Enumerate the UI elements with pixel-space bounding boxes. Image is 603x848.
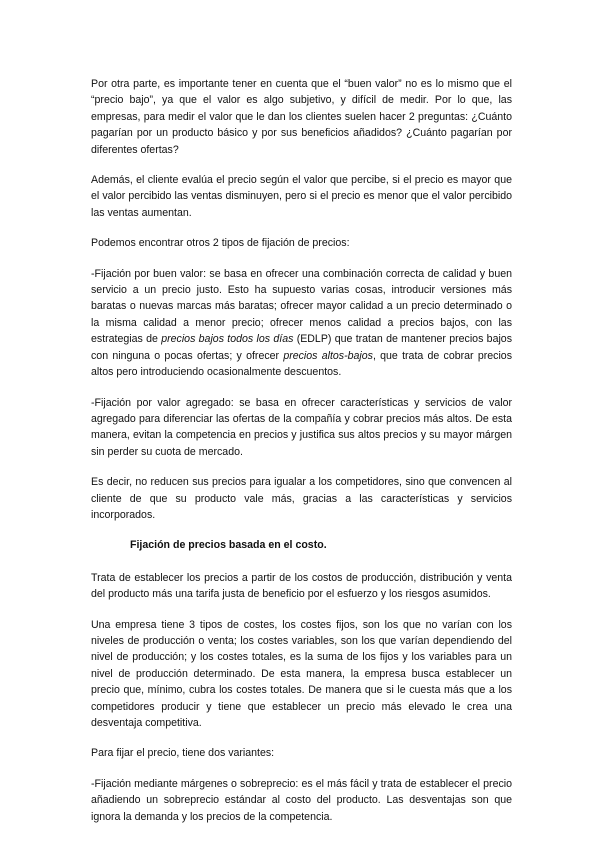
paragraph-variantes: Para fijar el precio, tiene dos variantes: [91,747,275,760]
document-body [91,76,512,839]
text-run: -Fijación por buen valor: se basa en ofrecer una combinación correcta de calidad y buen servicio a un precio justo. Esto ha supuesto varias cosas, introducir versiones más baratas o nuevas marcas más baratas; ofrecer mayor calidad a un precio determinado o la misma calidad a menor precio; ofrecer menos calidad a precios bajos, con las estrategias de [91,267,512,346]
section-heading: Fijación de precios basada en el costo. [130,539,327,552]
paragraph-fijacion-buen-valor [91,266,512,381]
paragraph-costo-intro: Trata de establecer los precios a partir de los costos de producción, distribución y venta del producto más una tarifa justa de beneficio por el esfuerzo y los riesgos asumidos. [91,571,512,601]
paragraph-valor-agregado: -Fijación por valor agregado: se basa en ofrecer características y servicios de valor agregado para diferenciar las ofertas de la compañía y cobrar precios más altos. De esta manera, evitan la competencia en precios y justifica sus altos precios y su mayor márgen sin perder su cuota de mercado. [91,396,512,458]
paragraph-es-decir: Es decir, no reducen sus precios para igualar a los competidores, sino que convencen al cliente de que su producto vale más, gracias a las características y servicios incorporados. [91,476,512,521]
paragraph-buen-valor: Por otra parte, es importante tener en cuenta que el “buen valor” no es lo mismo que el “precio bajo”, ya que el valor es algo subjetivo, y difícil de medir. Por lo que, las empresas, para medir el valor que le dan los clientes suelen hacer 2 preguntas: ¿Cuánto pagarían por un producto básico y por sus beneficios añadidos? ¿Cuánto pagarían por diferentes ofertas? [91,78,512,156]
paragraph-margenes: -Fijación mediante márgenes o sobreprecio: es el más fácil y trata de establecer el precio añadiendo un sobreprecio estándar al costo del producto. Las desventajas son que ignora la demanda y los precios de la competencia. [91,777,512,823]
paragraph-tipos-costes: Una empresa tiene 3 tipos de costes, los costes fijos, son los que no varían con los niveles de producción o venta; los costes variables, son los que varían dependiendo del nivel de producción; y los costes totales, es la suma de los fijos y los variables para un nivel de producción determinado. De esta manera, la empresa busca establecer un precio que, mínimo, cubra los costes totales. De manera que si le cuesta más que a los competidores producir y tiene que establecer un precio más elevado le crea una desventaja competitiva. [91,618,512,729]
paragraph-valor-percibido: Además, el cliente evalúa el precio según el valor que percibe, si el precio es mayor que el valor percibido las ventas disminuyen, pero si el precio es menor que el valor percibido las ventas aumentan. [91,174,512,219]
paragraph-tipos-intro: Podemos encontrar otros 2 tipos de fijación de precios: [91,237,350,250]
italic-term-edlp: precios bajos todos los días [161,333,294,346]
text-run: (EDLP) que tratan de mantener precios bajos con ninguna o pocas ofertas; y ofrecer [91,333,513,362]
text-run: , que trata de cobrar precios altos pero introduciendo ocasionalmente descuentos. [91,349,512,379]
italic-term-altos-bajos: precios altos-bajos [283,349,373,362]
